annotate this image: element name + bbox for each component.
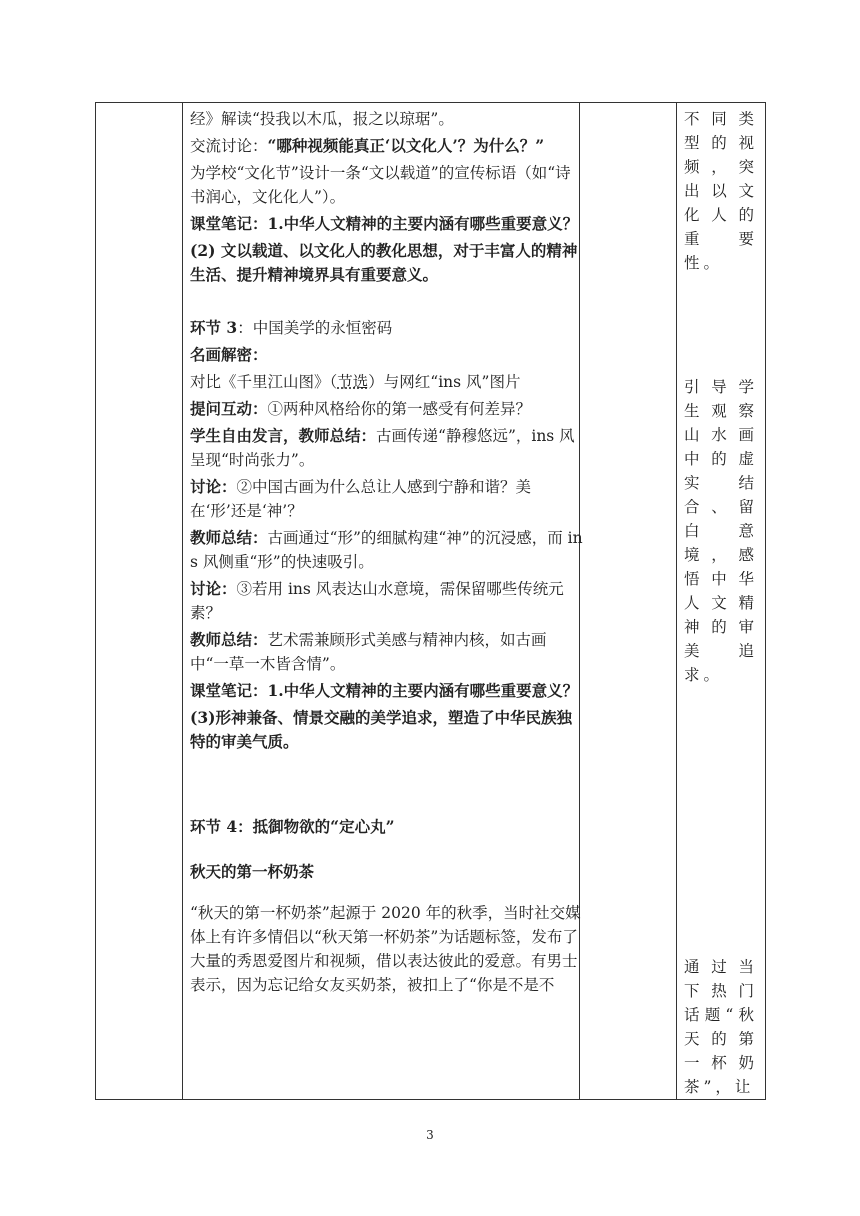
topic-title: 秋天的第一杯奶茶 — [190, 862, 315, 881]
intent-note-1: 不同类型的视频，突出以文化人的重要性。 — [684, 110, 758, 272]
section-3-heading: 环节 3：中国美学的永恒密码 — [190, 318, 393, 337]
class-notes-point-2: (2) 文以载道、以文化人的教化思想，对于丰富人的精神生活、提升精神境界具有重要意义。 — [190, 241, 578, 284]
slogan-task: 为学校“文化节”设计一条“文以载道”的宣传标语（如“诗书润心，文化化人”）。 — [190, 164, 571, 206]
teacher-summary-2: 教师总结：古画通过“形”的细腻构建“神”的沉浸感，而 ins 风侧重“形”的快速吸引。 — [190, 528, 583, 571]
question-3: 讨论：③若用 ins 风表达山水意境，需保留哪些传统元素？ — [190, 579, 564, 622]
discussion-prompt: 交流讨论：“哪种视频能真正‘以文化人’？为什么？” — [190, 136, 545, 155]
question-1: 提问互动：①两种风格给你的第一感受有何差异？ — [190, 399, 532, 418]
page-number: 3 — [426, 1128, 434, 1142]
class-notes-heading: 课堂笔记：1.中华人文精神的主要内涵有哪些重要意义？ — [190, 214, 579, 233]
comparison-text: 对比《千里江山图》（节选）与网红“ins 风”图片 — [190, 373, 521, 391]
lesson-table — [95, 102, 766, 1100]
intent-note-2: 引导学生观察山水画中的虚实结合、留白意境，感悟中华人文精神的审美追求。 — [684, 378, 758, 684]
question-2: 讨论：②中国古画为什么总让人感到宁静和谐？美在‘形’还是‘神’？ — [190, 477, 532, 520]
text-line: 经》解读“投我以木瓜，报之以琼琚”。 — [190, 110, 454, 128]
famous-painting-heading: 名画解密： — [190, 345, 268, 364]
class-notes-heading-2: 课堂笔记：1.中华人文精神的主要内涵有哪些重要意义？ — [190, 681, 579, 700]
section-4-heading: 环节 4：抵御物欲的“定心丸” — [190, 817, 395, 836]
intent-note-3: 通过当下热门话题“秋天的第一杯奶茶”，让 — [684, 958, 758, 1096]
teacher-summary-3: 教师总结：艺术需兼顾形式美感与精神内核，如古画中“一草一木皆含情”。 — [190, 630, 547, 673]
topic-paragraph: “秋天的第一杯奶茶”起源于 2020 年的秋季，当时社交媒体上有许多情侣以“秋天第一杯奶茶”为话题标签，发布了大量的秀恩爱图片和视频，借以表达彼此的爱意。有男士表示，因为忘记给女友买奶茶，被扣上了“你是不是不 — [190, 904, 581, 994]
class-notes-point-3: (3)形神兼备、情景交融的美学追求，塑造了中华民族独特的审美气质。 — [190, 708, 572, 751]
column-divider-1 — [182, 103, 183, 1099]
teacher-summary-1: 学生自由发言，教师总结：古画传递“静穆悠远”，ins 风呈现“时尚张力”。 — [190, 426, 575, 469]
column-divider-3 — [676, 103, 677, 1099]
teaching-content-cell — [190, 107, 584, 1000]
